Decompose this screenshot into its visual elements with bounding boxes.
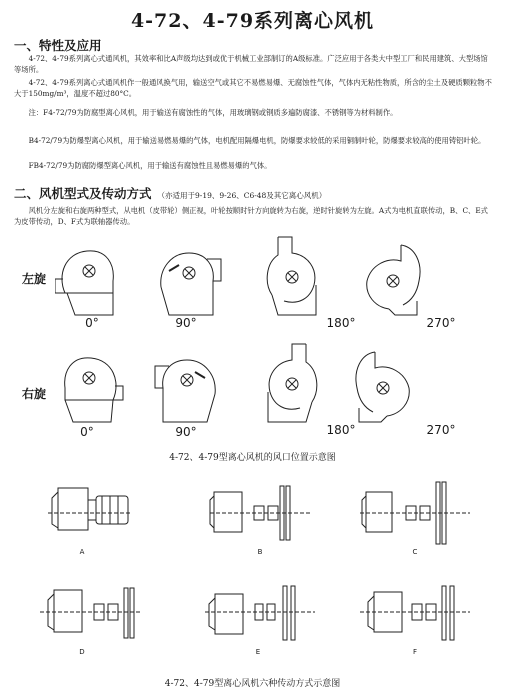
drive-label-c: C [412, 548, 418, 556]
drive-label-f: F [412, 648, 418, 656]
row-label-right-hand: 右旋 [22, 387, 47, 401]
drive-b [210, 486, 310, 540]
drive-f [360, 586, 470, 640]
page-title: 4-72、4-79系列离心风机 [130, 10, 375, 32]
drive-e [205, 586, 315, 640]
figure1-caption: 4-72、4-79型离心风机的风口位置示意图 [169, 453, 336, 463]
drive-label-a: A [79, 548, 85, 556]
section1-heading: 一、特性及应用 [14, 38, 102, 53]
drive-a [48, 488, 130, 530]
figure2-caption: 4-72、4-79型离心风机六种传动方式示意图 [164, 679, 341, 689]
angle-left-0: 0° [85, 316, 99, 330]
fan-right-0 [65, 358, 123, 422]
drive-c [360, 482, 470, 544]
section2-para-1: 风机分左旋和右旋两种型式，从电机（皮带轮）侧正视，叶轮按顺时针方向旋转为右旋，逆时针旋转为左旋。A式为电机直联传动，B、C、E式为皮带传动，D、F式为联轴器传动。 [14, 206, 488, 226]
fan-left-180 [267, 237, 316, 315]
section1-para-2: 4-72、4-79系列离心式通风机作一般通风换气用，输送空气或其它不易燃易爆、无腐蚀性气体，气体内无粘性物质，所含的尘土及硬质颗粒物不大于150mg/m³，温度不超过80°C。 [14, 78, 492, 98]
drive-d [40, 588, 140, 638]
drive-row-2 [40, 582, 480, 644]
row-label-left-hand: 左旋 [22, 272, 47, 286]
angle-right-180: 180° [326, 423, 356, 437]
drive-row-1 [40, 478, 480, 548]
angle-right-90: 90° [175, 425, 197, 439]
fan-left-90 [161, 253, 221, 315]
angle-left-180: 180° [326, 316, 356, 330]
fan-right-180 [268, 344, 317, 422]
fan-right-90 [155, 360, 215, 422]
section2-note: （亦适用于9-19、9-26、C6-48及其它离心风机） [157, 191, 327, 200]
section2-heading [14, 184, 326, 202]
angle-left-270: 270° [426, 316, 456, 330]
angle-right-0: 0° [80, 425, 94, 439]
section1-para-1: 4-72、4-79系列离心式通风机，其效率和比A声级均达到或优于机械工业部制订的A级标准。广泛应用于各类大中型工厂和民用建筑、大型场馆等场所。 [14, 54, 488, 74]
drive-label-d: D [79, 648, 85, 656]
fan-left-0 [55, 251, 113, 315]
section1-para-5: FB4-72/79为防腐防爆型离心风机，用于输送有腐蚀性且易燃易爆的气体。 [28, 161, 272, 170]
angle-left-90: 90° [175, 316, 197, 330]
angle-right-270: 270° [426, 423, 456, 437]
drive-label-b: B [257, 548, 263, 556]
drive-label-e: E [255, 648, 261, 656]
fan-row-right-hand [55, 342, 455, 427]
fan-right-270 [356, 352, 409, 422]
fan-left-270 [367, 245, 420, 315]
section1-para-4: B4-72/79为防爆型离心风机，用于输送易燃易爆的气体，电机配用隔爆电机，防爆要求较低的采用铜制叶轮，防爆要求较高的使用铸铝叶轮。 [28, 136, 486, 145]
section2-heading-text: 二、风机型式及传动方式 [14, 186, 152, 201]
section1-para-3: 注：F4-72/79为防腐型离心风机，用于输送有腐蚀性的气体，用玻璃钢或钢质多遍防腐漆、不锈钢等为材料制作。 [28, 108, 398, 117]
fan-row-left-hand [55, 235, 455, 320]
